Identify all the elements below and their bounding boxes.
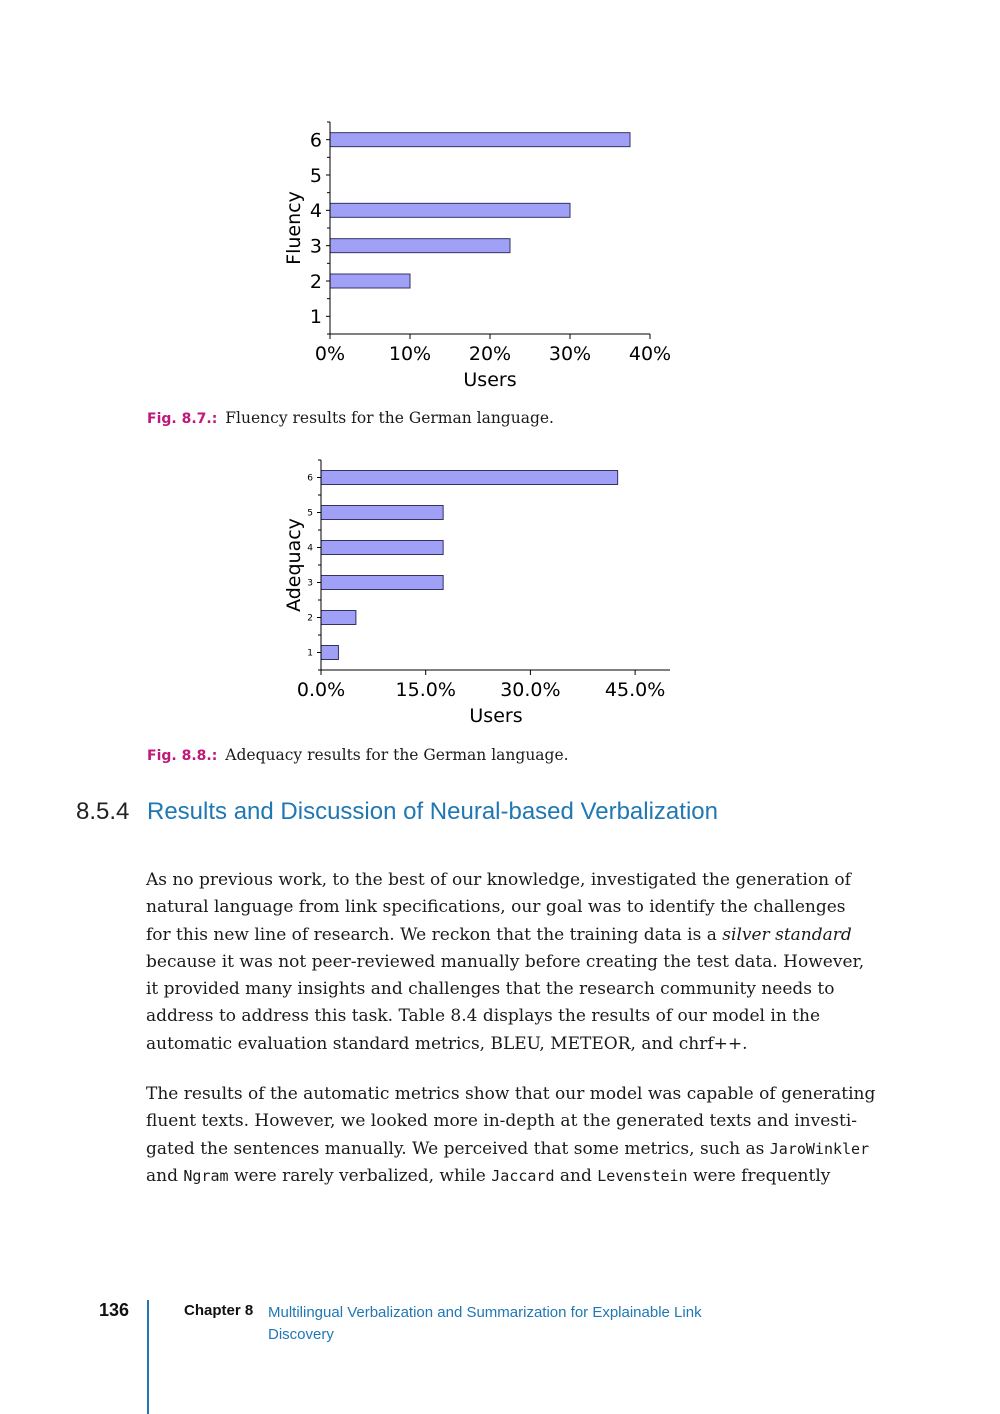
fl-bar-6 <box>330 133 630 147</box>
figure-label: Fig. 8.8.: <box>147 748 218 764</box>
ad-x-tick-label: 0.0% <box>296 679 346 701</box>
fl-bar-3 <box>330 239 510 253</box>
figure-caption-text: Fluency results for the German language. <box>225 409 554 427</box>
fl-y-tick-label: 4 <box>309 200 322 223</box>
text-line: automatic evaluation standard metrics, BLEU, METEOR, and chrf++. <box>146 1033 748 1054</box>
text-line: natural language from link specifications, our goal was to identify the challenges <box>146 897 846 918</box>
ad-y-tick-label: 2 <box>307 613 313 624</box>
footer-divider <box>147 1300 149 1414</box>
adequacy-y-label: Adequacy <box>283 518 305 612</box>
text-line <box>146 1163 831 1190</box>
text-line: it provided many insights and challenges that the research community needs to <box>146 979 835 1000</box>
ad-x-tick-label: 15.0% <box>395 679 456 701</box>
fluency-y-ticks <box>310 122 330 334</box>
fl-x-tick-label: 10% <box>388 343 432 365</box>
ad-y-tick-label: 1 <box>307 648 313 659</box>
fl-x-tick-label: 20% <box>468 343 512 365</box>
code-ngram: Ngram <box>183 1166 229 1185</box>
adequacy-x-ticks <box>297 670 665 701</box>
ad-bar-5 <box>321 506 443 520</box>
section-title: Results and Discussion of Neural-based Verbalization <box>147 798 718 825</box>
paragraph-2 <box>146 1081 876 1190</box>
adequacy-y-ticks <box>307 460 321 670</box>
fluency-y-label: Fluency <box>283 191 305 265</box>
text-line <box>146 922 852 949</box>
fluency-x-ticks <box>315 334 671 365</box>
adequacy-x-label: Users <box>469 705 523 727</box>
text-segment: gated the sentences manually. We perceived that some metrics, such as <box>146 1138 765 1159</box>
text-line: because it was not peer-reviewed manually before creating the test data. However, <box>146 951 865 972</box>
ad-bar-2 <box>321 611 356 625</box>
text-segment: for this new line of research. We reckon that the training data is a <box>146 924 717 945</box>
adequacy-bars <box>321 471 618 660</box>
text-segment: and <box>559 1165 592 1186</box>
fluency-chart <box>270 110 690 400</box>
fl-y-tick-label: 5 <box>309 164 322 187</box>
footer-chapter: Chapter 8 <box>184 1302 254 1319</box>
ad-x-tick-label: 45.0% <box>604 679 666 701</box>
emphasis-silver-standard: silver standard <box>722 924 852 945</box>
paragraph-1 <box>146 867 865 1058</box>
fluency-bars <box>330 133 630 288</box>
fl-y-tick-label: 3 <box>309 235 322 258</box>
ad-bar-1 <box>321 646 338 660</box>
ad-bar-3 <box>321 576 443 590</box>
fl-x-tick-label: 30% <box>548 343 592 365</box>
fl-bar-2 <box>330 274 410 288</box>
code-levenstein: Levenstein <box>597 1166 688 1185</box>
ad-bar-6 <box>321 471 618 485</box>
figure-caption-text: Adequacy results for the German language. <box>225 746 569 764</box>
fl-x-tick-label: 0% <box>314 343 346 365</box>
ad-y-tick-label: 3 <box>307 578 313 589</box>
fl-bar-4 <box>330 203 570 217</box>
ad-bar-4 <box>321 541 443 555</box>
ad-y-tick-label: 4 <box>307 543 313 554</box>
fl-y-tick-label: 6 <box>309 129 322 152</box>
page-number: 136 <box>99 1300 130 1320</box>
section-number: 8.5.4 <box>76 798 130 825</box>
fl-x-tick-label: 40% <box>628 343 672 365</box>
code-jarowinkler: JaroWinkler <box>769 1139 870 1158</box>
ad-y-tick-label: 6 <box>307 473 313 484</box>
text-line: As no previous work, to the best of our knowledge, investigated the generation of <box>146 870 851 890</box>
footer-chapter-title: Multilingual Verbalization and Summarization for Explainable Link Discovery <box>268 1304 702 1343</box>
figure-label: Fig. 8.7.: <box>147 411 218 427</box>
figure-caption-8-7 <box>147 409 554 427</box>
text-segment: were frequently <box>692 1165 831 1186</box>
text-line: fluent texts. However, we looked more in-depth at the generated texts and investi- <box>146 1111 858 1132</box>
text-segment: were rarely verbalized, while <box>233 1165 486 1186</box>
text-line: The results of the automatic metrics show that our model was capable of generating <box>146 1084 876 1104</box>
text-line: address to address this task. Table 8.4 displays the results of our model in the <box>146 1006 821 1027</box>
text-line <box>146 1136 870 1163</box>
fluency-x-label: Users <box>463 369 517 391</box>
fl-y-tick-label: 1 <box>309 306 322 329</box>
text-segment: and <box>146 1165 178 1186</box>
adequacy-chart <box>270 455 690 735</box>
figure-caption-8-8 <box>147 746 569 764</box>
code-jaccard: Jaccard <box>491 1166 555 1185</box>
section-heading <box>76 798 718 826</box>
fl-y-tick-label: 2 <box>309 270 322 293</box>
ad-x-tick-label: 30.0% <box>500 679 561 701</box>
ad-y-tick-label: 5 <box>307 508 313 519</box>
